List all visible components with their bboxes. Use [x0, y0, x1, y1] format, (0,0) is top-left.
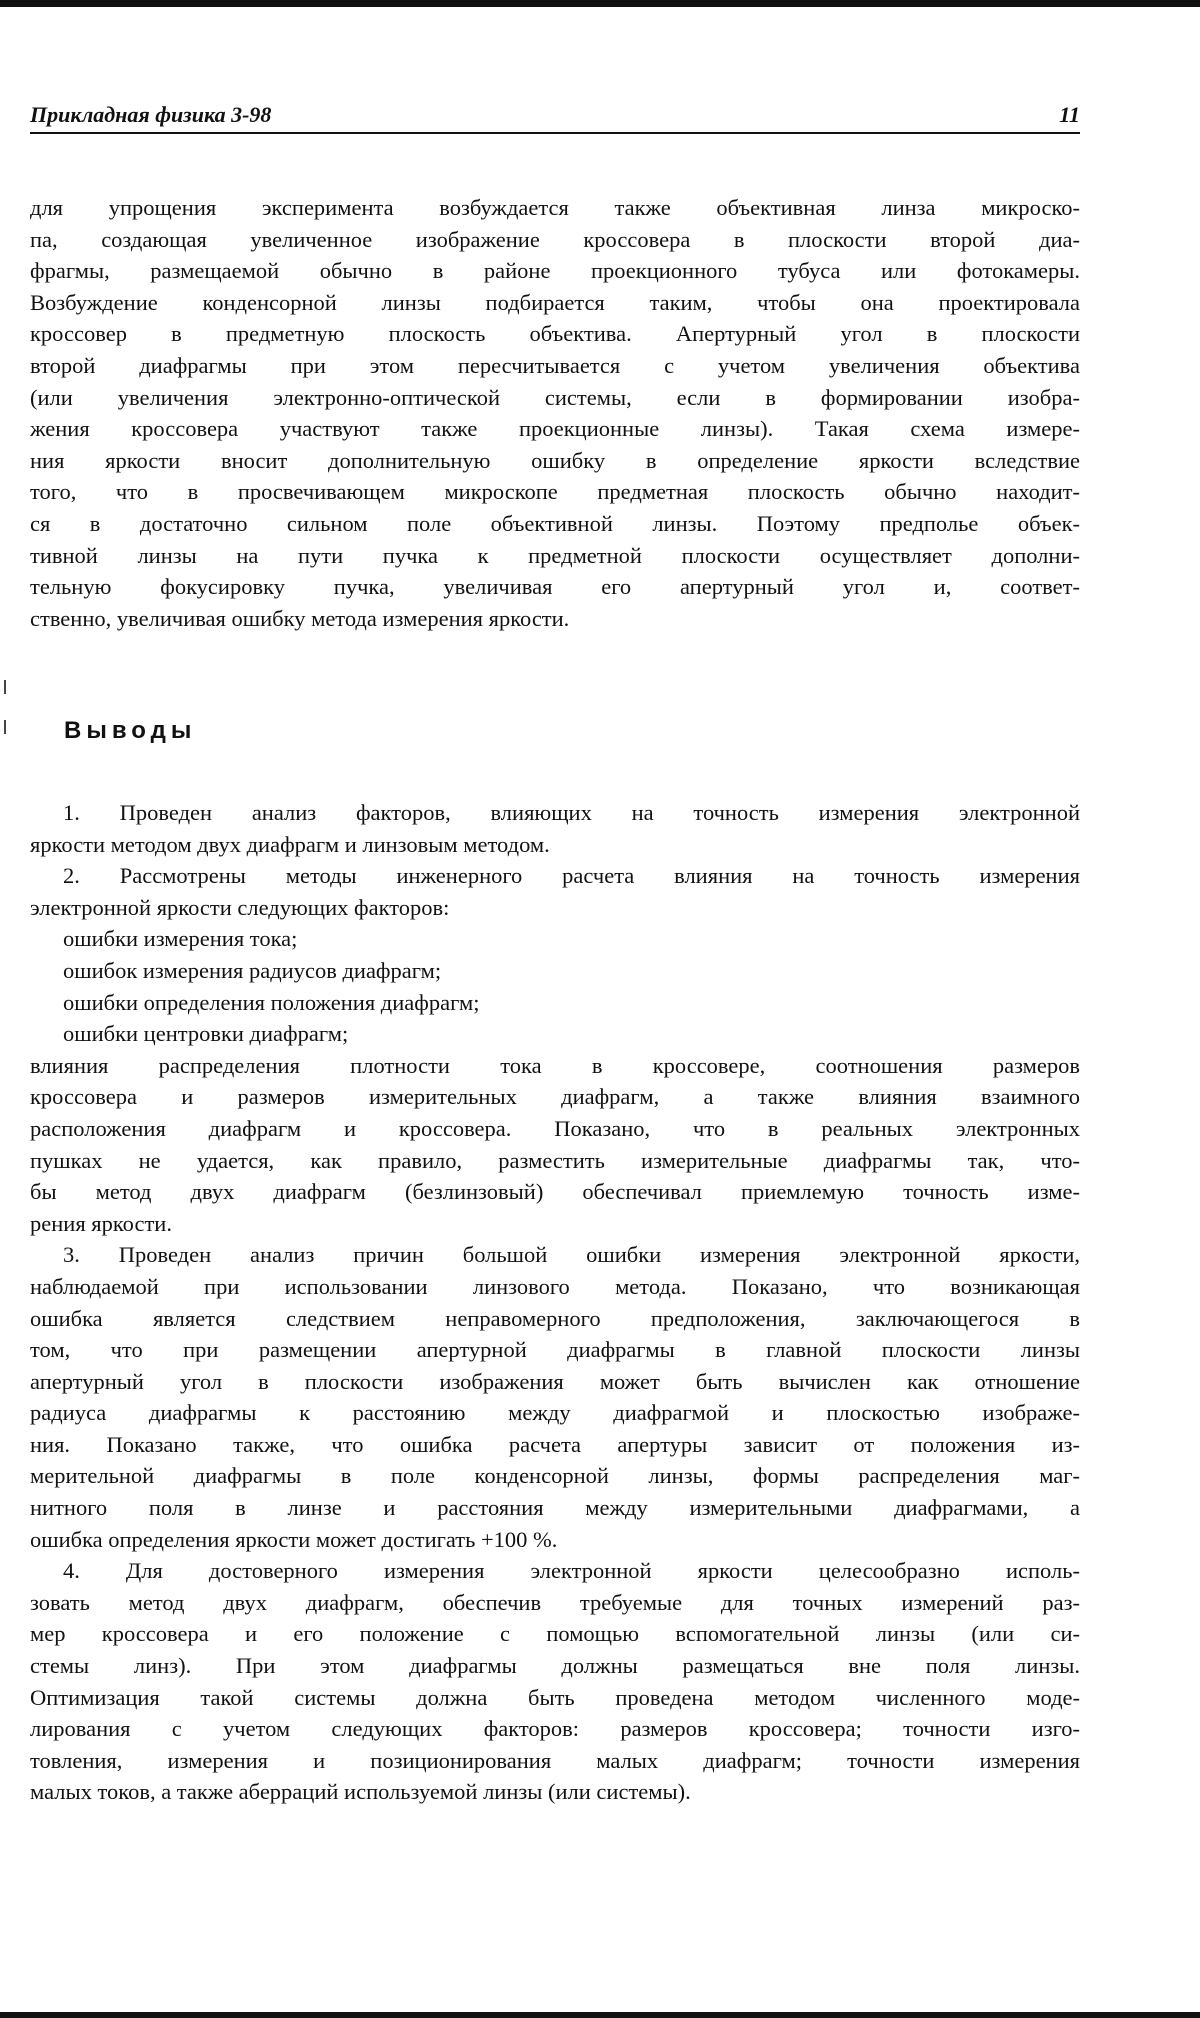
text-line: ния. Показано также, что ошибка расчета апертуры зависит от положения из-	[30, 1431, 1080, 1457]
text-line: лирования с учетом следующих факторов: размеров кроссовера; точности изго-	[30, 1716, 1080, 1742]
text-line: тивной линзы на пути пучка к предметной плоскости осуществляет дополни-	[30, 542, 1080, 568]
text-line: ся в достаточно сильном поле объективной линзы. Поэтому предполье объек-	[30, 510, 1080, 536]
conclusion-item-4	[30, 1555, 1080, 1808]
factor-list-item: ошибки измерения тока;	[63, 926, 298, 952]
text-line: ния яркости вносит дополнительную ошибку в определение яркости вследствие	[30, 447, 1080, 473]
text-line: том, что при размещении апертурной диафрагмы в главной плоскости линзы	[30, 1337, 1080, 1363]
scan-artifact	[4, 720, 6, 734]
text-line: товления, измерения и позиционирования малых диафрагм; точности измерения	[30, 1747, 1080, 1773]
text-line: (или увеличения электронно-оптической системы, если в формировании изобра-	[30, 384, 1080, 410]
text-line: мерительной диафрагмы в поле конденсорной линзы, формы распределения маг-	[30, 1463, 1080, 1489]
text-line: 3. Проведен анализ причин большой ошибки измерения электронной яркости,	[63, 1242, 1080, 1268]
factor-list-item: ошибки определения положения диафрагм;	[63, 989, 480, 1015]
text-line: того, что в просвечивающем микроскопе предметная плоскость обычно находит-	[30, 479, 1080, 505]
text-line: бы метод двух диафрагм (безлинзовый) обеспечивал приемлемую точность изме-	[30, 1179, 1080, 1205]
scan-artifact	[4, 680, 6, 694]
text-line: ственно, увеличивая ошибку метода измерения яркости.	[30, 605, 570, 631]
text-line: тельную фокусировку пучка, увеличивая его апертурный угол и, соответ-	[30, 574, 1080, 600]
text-line: Оптимизация такой системы должна быть проведена методом численного моде-	[30, 1684, 1080, 1710]
text-line: стемы линз). При этом диафрагмы должны размещаться вне поля линзы.	[30, 1653, 1080, 1679]
factor-list-item: ошибок измерения радиусов диафрагм;	[63, 957, 442, 983]
factor-list-item: ошибки центровки диафрагм;	[63, 1021, 349, 1047]
text-line: жения кроссовера участвуют также проекционные линзы). Такая схема измере-	[30, 416, 1080, 442]
text-line: нитного поля в линзе и расстояния между измерительными диафрагмами, а	[30, 1495, 1080, 1521]
journal-title: Прикладная физика 3-98	[30, 102, 272, 127]
conclusions-list	[30, 797, 1080, 1808]
text-line: кроссовера и размеров измерительных диафрагм, а также влияния взаимного	[30, 1084, 1080, 1110]
text-line: зовать метод двух диафрагм, обеспечив требуемые для точных измерений раз-	[30, 1589, 1080, 1615]
text-line: для упрощения эксперимента возбуждается также объективная линза микроско-	[30, 195, 1080, 220]
intro-paragraph	[30, 192, 1080, 634]
text-line: наблюдаемой при использовании линзового метода. Показано, что возникающая	[30, 1273, 1080, 1299]
text-line: второй диафрагмы при этом пересчитывается с учетом увеличения объектива	[30, 352, 1080, 378]
text-line: электронной яркости следующих факторов:	[30, 894, 450, 920]
text-line: ошибка является следствием неправомерного предположения, заключающегося в	[30, 1305, 1080, 1331]
text-line: влияния распределения плотности тока в кроссовере, соотношения размеров	[30, 1052, 1080, 1078]
text-line: 1. Проведен анализ факторов, влияющих на точность измерения электронной	[63, 800, 1080, 825]
text-line: мер кроссовера и его положение с помощью вспомогательной линзы (или си-	[30, 1621, 1080, 1647]
text-line: малых токов, а также аберраций используемой линзы (или системы).	[30, 1779, 691, 1805]
running-header	[30, 100, 1080, 134]
text-line: апертурный угол в плоскости изображения может быть вычислен как отношение	[30, 1368, 1080, 1394]
text-line: яркости методом двух диафрагм и линзовым методом.	[30, 831, 550, 857]
text-line: рения яркости.	[30, 1210, 172, 1236]
text-line: 4. Для достоверного измерения электронной яркости целесообразно исполь-	[63, 1558, 1080, 1584]
conclusion-item-2	[30, 860, 1080, 1239]
page-number: 11	[1059, 102, 1080, 127]
text-line: расположения диафрагм и кроссовера. Показано, что в реальных электронных	[30, 1115, 1080, 1141]
text-line: 2. Рассмотрены методы инженерного расчета влияния на точность измерения	[63, 863, 1080, 889]
text-line: пушках не удается, как правило, разместить измерительные диафрагмы так, что-	[30, 1147, 1080, 1173]
bottom-scan-border	[0, 2012, 1200, 2018]
conclusion-item-1	[30, 797, 1080, 860]
text-line: ошибка определения яркости может достигать +100 %.	[30, 1526, 558, 1552]
conclusion-item-3	[30, 1239, 1080, 1555]
text-line: радиуса диафрагмы к расстоянию между диафрагмой и плоскостью изображе-	[30, 1400, 1080, 1426]
top-scan-border	[0, 0, 1200, 7]
text-line: па, создающая увеличенное изображение кроссовера в плоскости второй диа-	[30, 226, 1080, 252]
text-line: фрагмы, размещаемой обычно в районе проекционного тубуса или фотокамеры.	[30, 258, 1080, 284]
section-heading-conclusions: Выводы	[64, 717, 197, 744]
text-line: Возбуждение конденсорной линзы подбирается таким, чтобы она проектировала	[30, 289, 1080, 315]
text-line: кроссовер в предметную плоскость объектива. Апертурный угол в плоскости	[30, 321, 1080, 347]
